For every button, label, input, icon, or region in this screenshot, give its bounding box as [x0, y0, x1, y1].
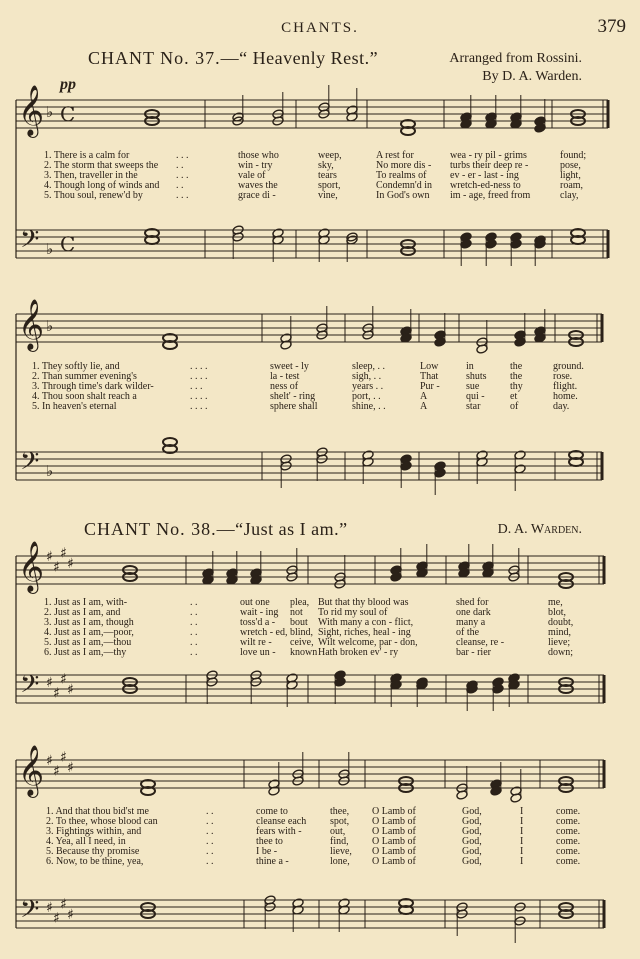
lyric-cell: light, [560, 170, 581, 181]
chant-38-composer: D. A. Warden. [497, 522, 582, 537]
chant-37-by: By D. A. Warden. [482, 69, 582, 84]
lyric-cell: . . . [176, 190, 189, 201]
lyric-cell: flight. [553, 381, 578, 392]
time-signature: C [60, 102, 76, 126]
lyric-cell: . . [190, 637, 198, 648]
lyric-cell: come. [556, 816, 581, 827]
lyric-cell: blind, [290, 627, 314, 638]
lyric-cell: I be - [256, 846, 278, 857]
lyric-cell: . . . [176, 170, 189, 181]
lyric-cell: come. [556, 856, 581, 867]
lyric-cell: come. [556, 836, 581, 847]
lyric-cell: . . [206, 806, 214, 817]
bass-clef-icon: 𝄢 [20, 447, 40, 482]
lyric-cell: O Lamb of [372, 836, 416, 847]
lyric-cell: sweet - ly [270, 361, 309, 372]
sharp-icon: ♯ [67, 556, 74, 572]
sharp-icon: ♯ [46, 900, 53, 916]
sharp-icon: ♯ [60, 545, 67, 562]
sharp-icon: ♯ [67, 760, 74, 776]
lyric-cell: 3. Through time's dark wilder- [32, 381, 154, 392]
lyric-cell: sky, [318, 160, 334, 171]
lyric-cell: lieve; [548, 637, 571, 648]
sharp-icon: ♯ [60, 896, 67, 913]
lyric-cell: blot, [548, 607, 567, 618]
lyric-cell: 6. Now, to be thine, yea, [46, 856, 144, 867]
lyric-cell: That [420, 371, 439, 382]
lyric-cell: win - try [238, 160, 273, 171]
lyric-cell: . . [190, 607, 198, 618]
lyric-cell: lieve, [330, 846, 352, 857]
treble-clef-icon: 𝄞 [18, 299, 45, 350]
lyric-cell: A rest for [376, 150, 414, 161]
chant-38-verses-a [0, 598, 640, 658]
lyric-cell: sleep, . . [352, 361, 386, 372]
lyric-cell: vale of [238, 170, 266, 181]
lyric-cell: sigh, . . [352, 371, 382, 382]
treble-clef-icon: 𝄞 [18, 85, 45, 136]
lyric-cell: qui - [466, 391, 485, 402]
sharp-icon: ♯ [60, 671, 67, 688]
lyric-cell: . . [190, 647, 198, 658]
flat-icon: ♭ [46, 103, 54, 121]
lyric-cell: Low [420, 361, 439, 372]
lyric-cell: To realms of [376, 170, 427, 181]
bass-clef-icon: 𝄢 [20, 895, 40, 930]
lyric-cell: love un - [240, 647, 276, 658]
lyric-cell: To rid my soul of [318, 607, 388, 618]
lyric-cell: thine a - [256, 856, 289, 867]
lyric-cell: bar - rier [456, 647, 491, 658]
lyric-cell: 5. Thou soul, renew'd by [44, 190, 143, 201]
sharp-icon: ♯ [67, 682, 74, 698]
lyric-cell: come. [556, 826, 581, 837]
lyric-cell: mind, [548, 627, 572, 638]
lyric-cell: O Lamb of [372, 826, 416, 837]
chant-38-name: —“Just as I am.” [216, 519, 348, 539]
lyric-cell: vine, [318, 190, 338, 201]
chant-37-name: —“ Heavenly Rest.” [220, 48, 379, 68]
sharp-icon: ♯ [53, 559, 60, 576]
lyric-cell: down; [548, 647, 573, 658]
lyric-cell: port, . . [352, 391, 381, 402]
lyric-cell: 1. There is a calm for [44, 150, 130, 161]
sharp-icon: ♯ [46, 675, 53, 691]
lyric-cell: 5. Because thy promise [46, 846, 140, 857]
verse-line [0, 191, 640, 201]
lyric-cell: . . [176, 160, 184, 171]
verse-line [0, 648, 640, 658]
lyric-cell: . . . . [190, 371, 208, 382]
lyric-cell: the [510, 371, 523, 382]
lyric-cell: I [520, 826, 524, 837]
lyric-cell: shine, . . [352, 401, 386, 412]
lyric-cell: sport, [318, 180, 341, 191]
lyric-cell: 4. Just as I am,—poor, [44, 627, 134, 638]
lyric-cell: No more dis - [376, 160, 432, 171]
verse-line [0, 857, 640, 867]
lyric-cell: toss'd a - [240, 617, 276, 628]
lyric-cell: Sight, riches, heal - ing [318, 627, 411, 638]
lyric-cell: cleanse, re - [456, 637, 505, 648]
bass-clef-icon: 𝄢 [20, 670, 40, 705]
lyric-cell: found; [560, 150, 587, 161]
lyric-cell: . . [206, 836, 214, 847]
lyric-cell: Hath broken ev' - ry [318, 647, 399, 658]
lyric-cell: . . [206, 826, 214, 837]
lyric-cell: tears [318, 170, 337, 181]
lyric-cell: I [520, 816, 524, 827]
lyric-cell: one dark [456, 607, 491, 618]
lyric-cell: 1. Just as I am, with- [44, 597, 128, 608]
lyric-cell: come. [556, 846, 581, 857]
chant-37-credit [449, 50, 582, 86]
lyric-cell: . . . . [190, 391, 208, 402]
lyric-cell: O Lamb of [372, 856, 416, 867]
lyric-cell: plea, [290, 597, 310, 608]
lyric-cell: not [290, 607, 303, 618]
lyric-cell: 3. Then, traveller in the [44, 170, 138, 181]
lyric-cell: of [510, 401, 519, 412]
lyric-cell: weep, [318, 150, 342, 161]
time-signature: C [60, 232, 76, 256]
treble-clef-icon: 𝄞 [18, 541, 45, 592]
lyric-cell: Condemn'd in [376, 180, 432, 191]
chant-38-verses-b [0, 807, 640, 867]
lyric-cell: clay, [560, 190, 579, 201]
lyric-cell: shed for [456, 597, 489, 608]
lyric-cell: I [520, 806, 524, 817]
lyric-cell: out one [240, 597, 270, 608]
lyric-cell: bout [290, 617, 308, 628]
lyric-cell: im - age, freed from [450, 190, 531, 201]
lyric-cell: God, [462, 826, 482, 837]
verse-line [0, 402, 640, 412]
lyric-cell: . . [176, 180, 184, 191]
lyric-cell: day. [553, 401, 570, 412]
running-head: CHANTS. [281, 20, 359, 36]
flat-icon: ♭ [46, 462, 54, 480]
lyric-cell: 1. They softly lie, and [32, 361, 120, 372]
lyric-cell: God, [462, 816, 482, 827]
lyric-cell: ceive, [290, 637, 314, 648]
lyric-cell: lone, [330, 856, 350, 867]
lyric-cell: O Lamb of [372, 816, 416, 827]
lyric-cell: God, [462, 836, 482, 847]
chant-37-number: CHANT No. 37. [88, 48, 221, 68]
lyric-cell: me, [548, 597, 563, 608]
chant-37-verses-a [0, 151, 640, 201]
lyric-cell: A [420, 401, 428, 412]
lyric-cell: waves the [238, 180, 278, 191]
lyric-cell: . . [206, 856, 214, 867]
lyric-cell: sue [466, 381, 480, 392]
lyric-cell: come. [556, 806, 581, 817]
lyric-cell: cleanse each [256, 816, 307, 827]
lyric-cell: home. [553, 391, 578, 402]
lyric-cell: Pur - [420, 381, 440, 392]
lyric-cell: God, [462, 846, 482, 857]
lyric-cell: pose, [560, 160, 581, 171]
lyric-cell: star [466, 401, 481, 412]
lyric-cell: I [520, 856, 524, 867]
lyric-cell: 2. Just as I am, and [44, 607, 121, 618]
lyric-cell: sphere shall [270, 401, 318, 412]
lyric-cell: thee, [330, 806, 350, 817]
lyric-cell: doubt, [548, 617, 574, 628]
lyric-cell: 2. Than summer evening's [32, 371, 137, 382]
lyric-cell: 6. Just as I am,—thy [44, 647, 127, 658]
chant-37-title [88, 48, 378, 69]
sharp-icon: ♯ [53, 685, 60, 702]
lyric-cell: ness of [270, 381, 299, 392]
lyric-cell: Wilt welcome, par - don, [318, 637, 418, 648]
lyric-cell: shuts [466, 371, 487, 382]
lyric-cell: come to [256, 806, 288, 817]
lyric-cell: 2. To thee, whose blood can [46, 816, 158, 827]
lyric-cell: wretch - ed, [240, 627, 288, 638]
lyric-cell: 1. And that thou bid'st me [46, 806, 149, 817]
lyric-cell: turbs their deep re - [450, 160, 529, 171]
lyric-cell: 5. In heaven's eternal [32, 401, 117, 412]
lyric-cell: fears with - [256, 826, 302, 837]
lyric-cell: 3. Fightings within, and [46, 826, 142, 837]
sharp-icon: ♯ [60, 749, 67, 766]
chant-38-title [84, 519, 348, 540]
chant-37-arranged: Arranged from Rossini. [449, 51, 582, 66]
bass-clef-icon: 𝄢 [20, 225, 40, 260]
lyric-cell: rose. [553, 371, 573, 382]
lyric-cell: thee to [256, 836, 283, 847]
lyric-cell: . . [190, 597, 198, 608]
lyric-cell: many a [456, 617, 486, 628]
lyric-cell: ev - er - last - ing [450, 170, 519, 181]
lyric-cell: those who [238, 150, 279, 161]
lyric-cell: O Lamb of [372, 806, 416, 817]
flat-icon: ♭ [46, 240, 54, 258]
chant-37-verses-b [0, 362, 640, 412]
lyric-cell: 5. Just as I am,—thou [44, 637, 132, 648]
lyric-cell: roam, [560, 180, 584, 191]
lyric-cell: find, [330, 836, 349, 847]
lyric-cell: out, [330, 826, 346, 837]
lyric-cell: wilt re - [240, 637, 272, 648]
lyric-cell: wea - ry pil - grims [450, 150, 527, 161]
lyric-cell: 2. The storm that sweeps the [44, 160, 159, 171]
lyric-cell: in [466, 361, 474, 372]
lyric-cell: With many a con - flict, [318, 617, 414, 628]
lyric-cell: . . . [190, 381, 203, 392]
lyric-cell: la - test [270, 371, 300, 382]
page-number: 379 [597, 16, 626, 37]
lyric-cell: grace di - [238, 190, 276, 201]
lyric-cell: et [510, 391, 518, 402]
lyric-cell: God, [462, 856, 482, 867]
sharp-icon: ♯ [46, 549, 53, 565]
lyric-cell: years . . [352, 381, 384, 392]
lyric-cell: God, [462, 806, 482, 817]
lyric-cell: known [290, 647, 318, 658]
lyric-cell: ground. [553, 361, 584, 372]
lyric-cell: . . [190, 617, 198, 628]
lyric-cell: 4. Though long of winds and [44, 180, 160, 191]
lyric-cell: . . . . [190, 361, 208, 372]
treble-clef-icon: 𝄞 [18, 745, 45, 796]
sharp-icon: ♯ [46, 753, 53, 769]
lyric-cell: 4. Thou soon shalt reach a [32, 391, 137, 402]
sharp-icon: ♯ [53, 910, 60, 927]
flat-icon: ♭ [46, 317, 54, 335]
lyric-cell: 4. Yea, all I need, in [46, 836, 126, 847]
sharp-icon: ♯ [67, 907, 74, 923]
lyric-cell: . . [190, 627, 198, 638]
lyric-cell: But that thy blood was [318, 597, 409, 608]
lyric-cell: A [420, 391, 428, 402]
lyric-cell: . . . [176, 150, 189, 161]
lyric-cell: . . . . [190, 401, 208, 412]
chant-38-number: CHANT No. 38. [84, 519, 217, 539]
lyric-cell: thy [510, 381, 523, 392]
lyric-cell: . . [206, 816, 214, 827]
lyric-cell: . . [206, 846, 214, 857]
lyric-cell: spot, [330, 816, 350, 827]
lyric-cell: In God's own [376, 190, 430, 201]
sharp-icon: ♯ [53, 763, 60, 780]
lyric-cell: wretch-ed-ness to [450, 180, 521, 191]
lyric-cell: 3. Just as I am, though [44, 617, 134, 628]
lyric-cell: O Lamb of [372, 846, 416, 857]
lyric-cell: the [510, 361, 523, 372]
lyric-cell: shelt' - ring [270, 391, 316, 402]
lyric-cell: wait - ing [240, 607, 279, 618]
lyric-cell: I [520, 846, 524, 857]
lyric-cell: I [520, 836, 524, 847]
lyric-cell: of the [456, 627, 480, 638]
dynamic-mark: pp [60, 76, 76, 93]
